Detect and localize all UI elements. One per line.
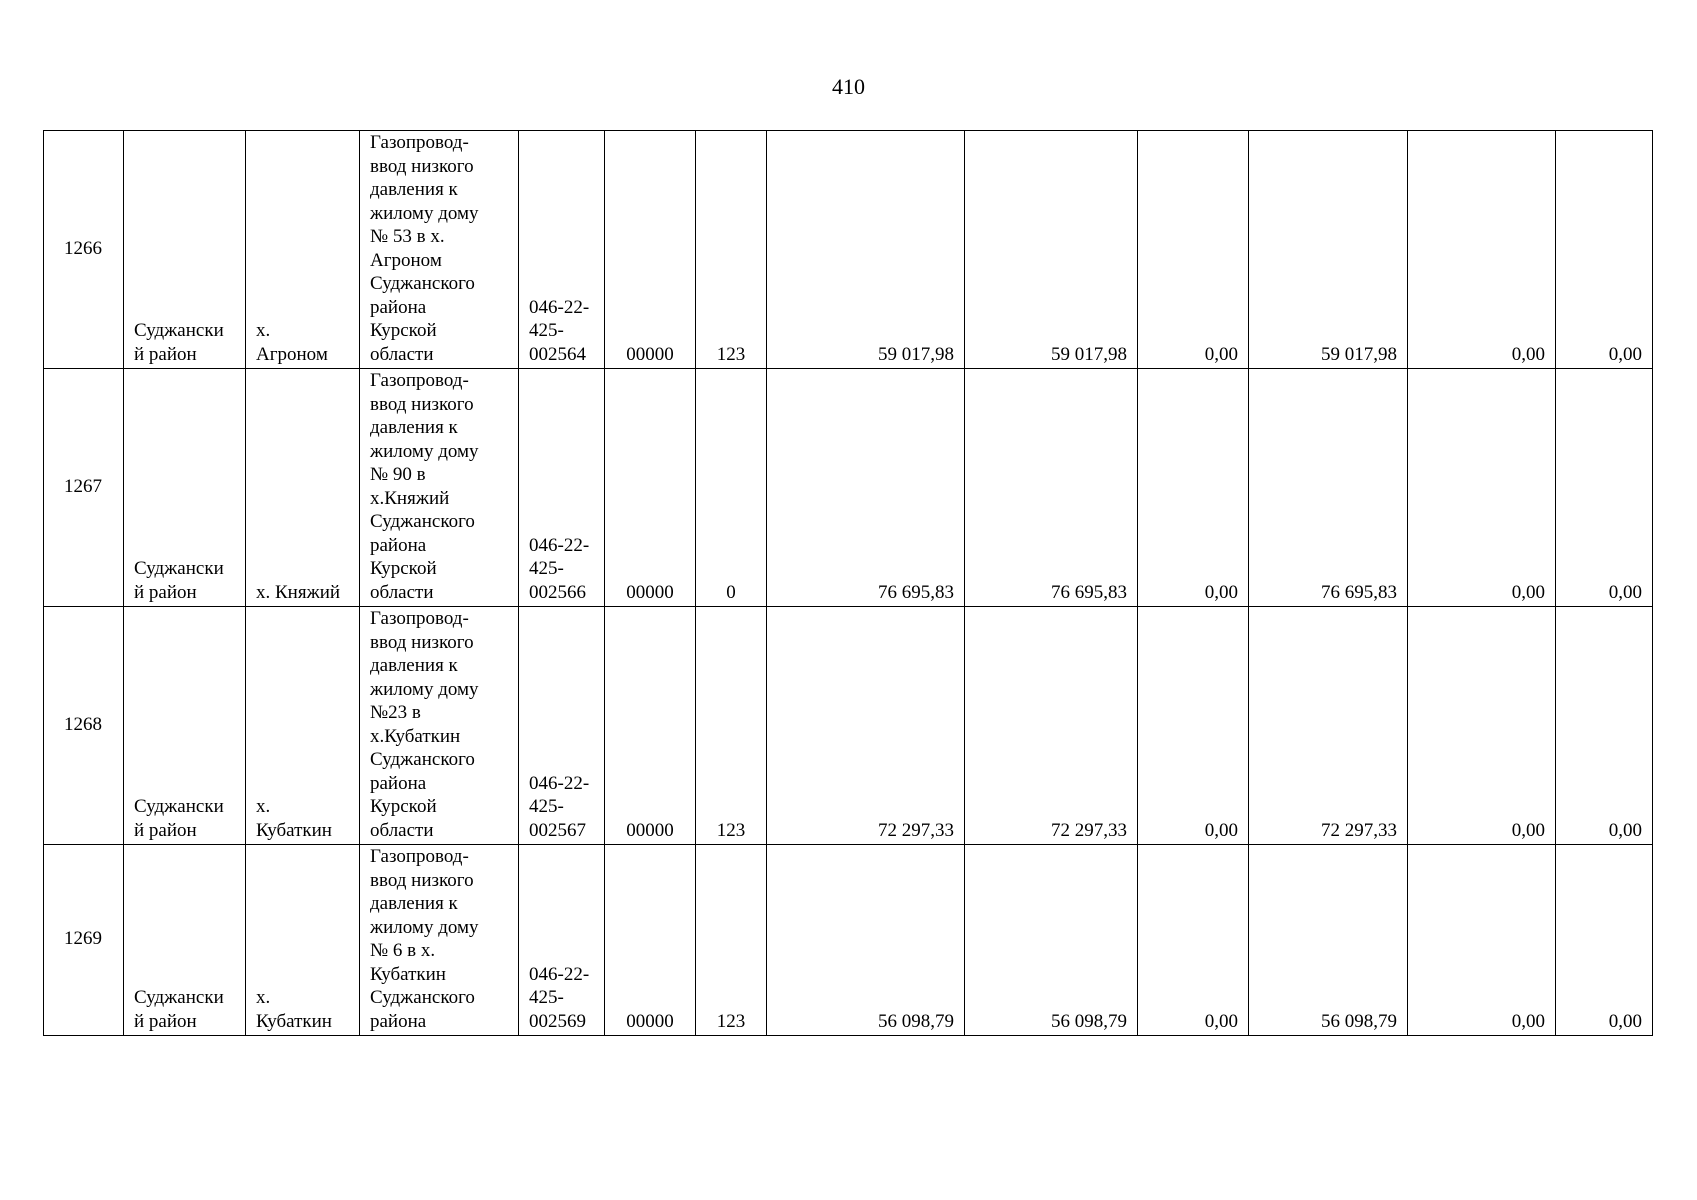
amount-cell-1: 56 098,79 (767, 845, 965, 1036)
cadastral-code-cell: 046-22- 425- 002564 (519, 131, 605, 369)
amount-cell-2: 76 695,83 (965, 369, 1138, 607)
locality-cell: х. Кубаткин (246, 845, 360, 1036)
row-number: 1269 (44, 845, 124, 1036)
object-description-cell: Газопровод- ввод низкого давления к жилому дому №23 в х.Кубаткин Суджанского района Курской области (360, 607, 519, 845)
amount-cell-2: 72 297,33 (965, 607, 1138, 845)
district-cell: Суджански й район (124, 131, 246, 369)
amount-cell-2: 56 098,79 (965, 845, 1138, 1036)
amount-cell-6: 0,00 (1556, 845, 1653, 1036)
amount-cell-4: 59 017,98 (1249, 131, 1408, 369)
page-number: 410 (832, 74, 865, 99)
table-row (44, 131, 1653, 369)
code-zeros-cell: 00000 (605, 369, 696, 607)
locality-cell: х. Кубаткин (246, 607, 360, 845)
amount-cell-1: 59 017,98 (767, 131, 965, 369)
locality-cell: х. Агроном (246, 131, 360, 369)
code-number-cell: 123 (696, 607, 767, 845)
table-row (44, 607, 1653, 845)
code-zeros-cell: 00000 (605, 607, 696, 845)
district-cell: Суджански й район (124, 369, 246, 607)
object-description-cell: Газопровод- ввод низкого давления к жилому дому № 6 в х. Кубаткин Суджанского района (360, 845, 519, 1036)
row-number: 1266 (44, 131, 124, 369)
table-row (44, 369, 1653, 607)
amount-cell-3: 0,00 (1138, 845, 1249, 1036)
amount-cell-4: 56 098,79 (1249, 845, 1408, 1036)
amount-cell-1: 72 297,33 (767, 607, 965, 845)
locality-cell: х. Княжий (246, 369, 360, 607)
amount-cell-2: 59 017,98 (965, 131, 1138, 369)
row-number: 1268 (44, 607, 124, 845)
code-number-cell: 123 (696, 131, 767, 369)
cadastral-code-cell: 046-22- 425- 002569 (519, 845, 605, 1036)
district-cell: Суджански й район (124, 845, 246, 1036)
amount-cell-5: 0,00 (1408, 845, 1556, 1036)
object-description-cell: Газопровод- ввод низкого давления к жилому дому № 90 в х.Княжий Суджанского района Курской области (360, 369, 519, 607)
amount-cell-6: 0,00 (1556, 607, 1653, 845)
amount-cell-3: 0,00 (1138, 369, 1249, 607)
amount-cell-3: 0,00 (1138, 131, 1249, 369)
code-number-cell: 0 (696, 369, 767, 607)
amount-cell-6: 0,00 (1556, 131, 1653, 369)
table-row (44, 845, 1653, 1036)
row-number: 1267 (44, 369, 124, 607)
registry-table (43, 130, 1653, 1036)
amount-cell-6: 0,00 (1556, 369, 1653, 607)
amount-cell-4: 72 297,33 (1249, 607, 1408, 845)
cadastral-code-cell: 046-22- 425- 002567 (519, 607, 605, 845)
code-number-cell: 123 (696, 845, 767, 1036)
amount-cell-5: 0,00 (1408, 607, 1556, 845)
object-description-cell: Газопровод- ввод низкого давления к жилому дому № 53 в х. Агроном Суджанского района Курской области (360, 131, 519, 369)
amount-cell-3: 0,00 (1138, 607, 1249, 845)
cadastral-code-cell: 046-22- 425- 002566 (519, 369, 605, 607)
amount-cell-1: 76 695,83 (767, 369, 965, 607)
amount-cell-4: 76 695,83 (1249, 369, 1408, 607)
code-zeros-cell: 00000 (605, 131, 696, 369)
amount-cell-5: 0,00 (1408, 131, 1556, 369)
amount-cell-5: 0,00 (1408, 369, 1556, 607)
code-zeros-cell: 00000 (605, 845, 696, 1036)
district-cell: Суджански й район (124, 607, 246, 845)
